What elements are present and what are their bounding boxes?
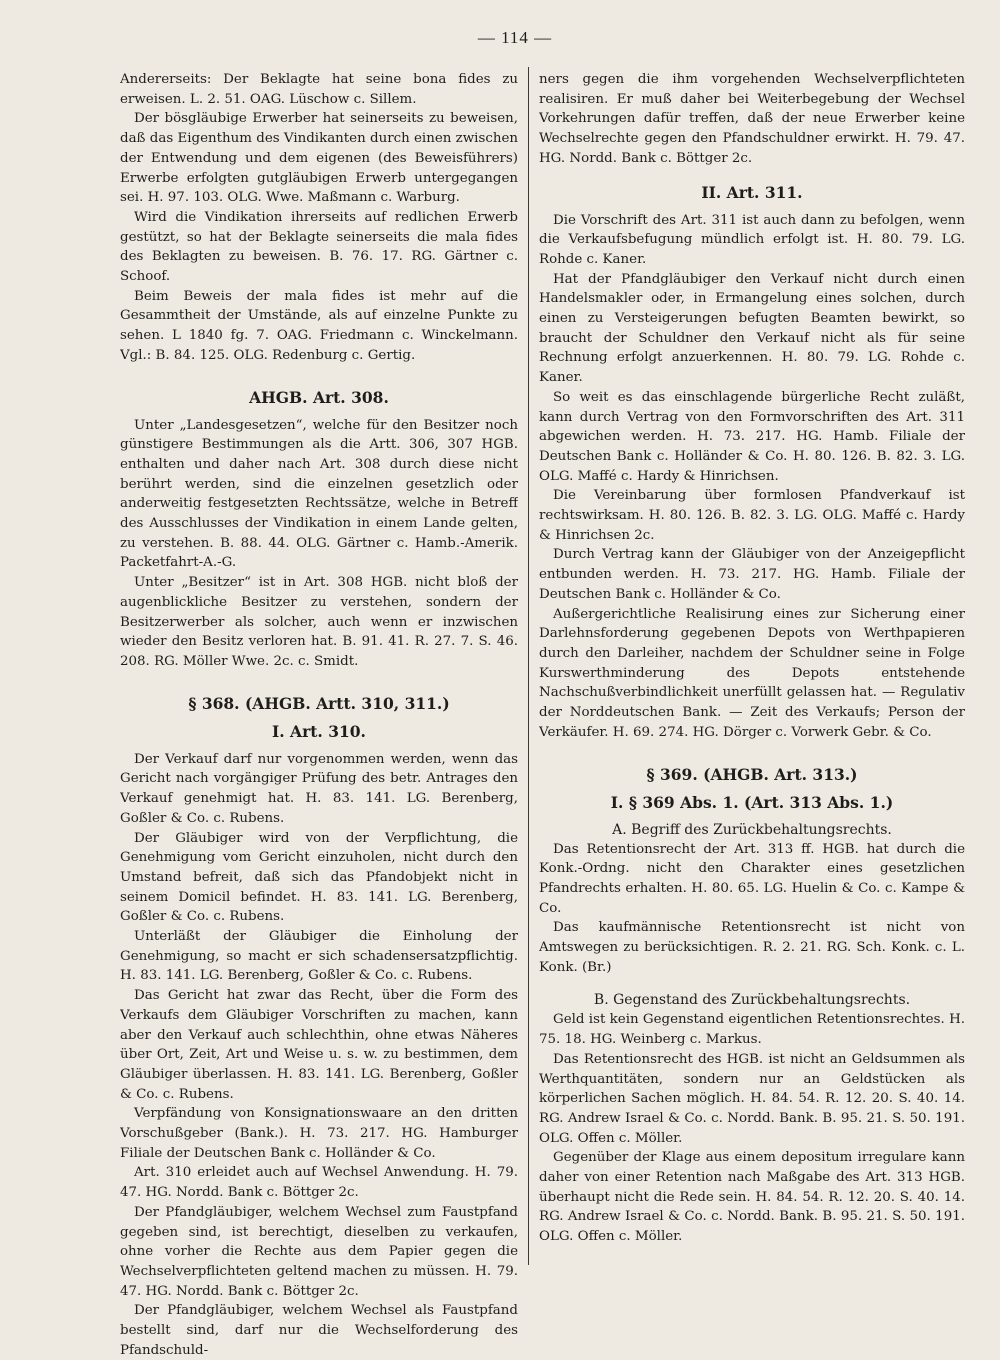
- paragraph: ners gegen die ihm vorgehenden Wechselverpflichteten realisiren. Er muß daher bei Weiterbegebung der Wechsel Vorkehrungen dafür treffen, daß der neue Erwerber keine Wechselrechte gegen den Pfandschuldner erwirkt. H. 79. 47. HG. Nordd. Bank c. Böttger 2c.: [539, 72, 965, 166]
- paragraph: Andererseits: Der Beklagte hat seine bona fides zu erweisen. L. 2. 51. OAG. Lüschow c. Sillem.: [120, 72, 518, 107]
- section-heading-art-308: AHGB. Art. 308.: [249, 387, 389, 407]
- paragraph: Der Gläubiger wird von der Verpflichtung, die Genehmigung vom Gericht einzuholen, nicht durch den Umstand befreit, daß sich das Pfandobjekt nicht in seinem Domicil befindet. H. 83. 141. LG. Berenberg, Goßler & Co. c. Rubens.: [120, 830, 518, 925]
- paragraph: Durch Vertrag kann der Gläubiger von der Anzeigepflicht entbunden werden. H. 73. 217. HG. Hamb. Filiale der Deutschen Bank c. Holländer & Co.: [539, 547, 965, 602]
- paragraph: Das Retentionsrecht des HGB. ist nicht an Geldsummen als Werthquantitäten, sondern nur an Geldstücken als körperlichen Sachen möglich. H. 84. 54. R. 12. 20. S. 40. 14. RG. Andrew Israel & Co. c. Nordd. Bank. B. 95. 21. S. 50. 191. OLG. Offen c. Möller.: [539, 1051, 965, 1146]
- paragraph: Unter „Landesgesetzen“, welche für den Besitzer noch günstigere Bestimmungen als die Artt. 306, 307 HGB. enthalten und daher nach Art. 308 durch diese nicht berührt werden, sind die einzelnen gesetzlich oder anderweitig festgesetzten Rechtssätze, welche in Betreff des Ausschlusses der Vindikation in einem Lande gelten, zu verstehen. B. 88. 44. OLG. Gärtner c. Hamb.-Amerik. Packetfahrt-A.-G.: [120, 417, 518, 571]
- paragraph: Hat der Pfandgläubiger den Verkauf nicht durch einen Handelsmakler oder, in Ermangelung eines solchen, durch einen zu Versteigerungen befugten Beamten bewirkt, so braucht der Schuldner den Verkauf nicht als für seine Rechnung erfolgt anzuerkennen. H. 80. 79. LG. Rohde c. Kaner.: [539, 271, 965, 386]
- paragraph: Das Gericht hat zwar das Recht, über die Form des Verkaufs dem Gläubiger Vorschriften zu machen, kann aber den Verkauf auch schlechthin, ohne etwas Näheres über Ort, Zeit, Art und Weise u. s. w. zu bestimmen, dem Gläubiger überlassen. H. 83. 141. LG. Berenberg, Goßler & Co. c. Rubens.: [120, 988, 518, 1102]
- paragraph: Die Vorschrift des Art. 311 ist auch dann zu befolgen, wenn die Verkaufsbefugung mündlich erfolgt ist. H. 80. 79. LG. Rohde c. Kaner.: [539, 212, 965, 267]
- paragraph: Der bösgläubige Erwerber hat seinerseits zu beweisen, daß das Eigenthum des Vindikanten durch einen zwischen der Entwendung und dem eigenen (des Beweisführers) Erwerbe erfolgten gutgläubigen Erwerb untergegangen sei. H. 97. 103. OLG. Wwe. Maßmann c. Warburg.: [120, 111, 518, 206]
- section-heading-368: § 368. (AHGB. Artt. 310, 311.): [188, 693, 450, 713]
- paragraph: So weit es das einschlagende bürgerliche Recht zuläßt, kann durch Vertrag von den Formvorschriften des Art. 311 abgewichen werden. H. 73. 217. HG. Hamb. Filiale der Deutschen Bank c. Holländer & Co. H. 80. 126. B. 82. 3. LG. OLG. Maffé c. Hardy & Hinrichsen.: [539, 389, 965, 484]
- paragraph: Die Vereinbarung über formlosen Pfandverkauf ist rechtswirksam. H. 80. 126. B. 82. 3. LG. OLG. Maffé c. Hardy & Hinrichsen 2c.: [539, 488, 965, 543]
- paragraph: Wird die Vindikation ihrerseits auf redlichen Erwerb gestützt, so hat der Beklagte seinerseits die mala fides des Beklagten zu beweisen. B. 76. 17. RG. Gärtner c. Schoof.: [120, 209, 518, 285]
- paragraph: Der Pfandgläubiger, welchem Wechsel zum Faustpfand gegeben sind, ist berechtigt, dieselben zu verkaufen, ohne vorher die Rechte aus dem Papier gegen die Wechselverpflichteten geltend machen zu müssen. H. 79. 47. HG. Nordd. Bank c. Böttger 2c.: [120, 1204, 518, 1299]
- paragraph: Der Verkauf darf nur vorgenommen werden, wenn das Gericht nach vorgängiger Prüfung des betr. Antrages den Verkauf genehmigt hat. H. 83. 141. LG. Berenberg, Goßler & Co. c. Rubens.: [120, 751, 518, 826]
- paragraph: Gegenüber der Klage aus einem depositum irregulare kann daher von einer Retention nach Maßgabe des Art. 313 HGB. überhaupt nicht die Rede sein. H. 84. 54. R. 12. 20. S. 40. 14. RG. Andrew Israel & Co. c. Nordd. Bank. B. 95. 21. S. 50. 191. OLG. Offen c. Möller.: [539, 1150, 965, 1245]
- paragraph: Unter „Besitzer“ ist in Art. 308 HGB. nicht bloß der augenblickliche Besitzer zu verstehen, sondern der Besitzerwerber als solcher, auch wenn er inzwischen wieder den Besitz verloren hat. B. 91. 41. R. 27. 7. S. 46. 208. RG. Möller Wwe. 2c. c. Smidt.: [120, 575, 518, 669]
- left-column: [120, 70, 518, 1360]
- paragraph: Geld ist kein Gegenstand eigentlichen Retentionsrechtes. H. 75. 18. HG. Weinberg c. Markus.: [539, 1012, 965, 1048]
- paragraph: Der Pfandgläubiger, welchem Wechsel als Faustpfand bestellt sind, darf nur die Wechselforderung des Pfandschuld-: [120, 1303, 518, 1358]
- paragraph: Art. 310 erleidet auch auf Wechsel Anwendung. H. 79. 47. HG. Nordd. Bank c. Böttger 2c.: [120, 1165, 518, 1201]
- page-number: — 114 —: [477, 28, 553, 47]
- column-divider: [528, 67, 529, 1265]
- paragraph: Unterläßt der Gläubiger die Einholung der Genehmigung, so macht er sich schadensersatzpflichtig. H. 83. 141. LG. Berenberg, Goßler & Co. c. Rubens.: [120, 929, 518, 984]
- paragraph: Das kaufmännische Retentionsrecht ist nicht von Amtswegen zu berücksichtigen. R. 2. 21. RG. Sch. Konk. c. L. Konk. (Br.): [539, 920, 965, 975]
- right-column: [539, 70, 965, 1247]
- subsection-heading-369-1: I. § 369 Abs. 1. (Art. 313 Abs. 1.): [610, 792, 894, 812]
- paragraph: Beim Beweis der mala fides ist mehr auf die Gesammtheit der Umstände, als auf einzelne Punkte zu sehen. L 1840 fg. 7. OAG. Friedmann c. Winckelmann. Vgl.: B. 84. 125. OLG. Redenburg c. Gertig.: [120, 288, 518, 363]
- subheading-b: B. Gegenstand des Zurückbehaltungsrechts.: [593, 992, 911, 1009]
- subsection-heading-art-310: I. Art. 310.: [272, 721, 366, 741]
- subsection-heading-art-311: II. Art. 311.: [701, 182, 803, 202]
- paragraph: Verpfändung von Konsignationswaare an den dritten Vorschußgeber (Bank.). H. 73. 217. HG. Hamburger Filiale der Deutschen Bank c. Holländer & Co.: [120, 1106, 518, 1161]
- section-heading-369: § 369. (AHGB. Art. 313.): [646, 764, 858, 784]
- subheading-a: A. Begriff des Zurückbehaltungsrechts.: [612, 821, 892, 838]
- paragraph: Das Retentionsrecht der Art. 313 ff. HGB. hat durch die Konk.-Ordng. nicht den Charakter eines gesetzlichen Pfandrechts erhalten. H. 80. 65. LG. Huelin & Co. c. Kampe & Co.: [539, 841, 965, 916]
- paragraph: Außergerichtliche Realisirung eines zur Sicherung einer Darlehnsforderung gegebenen Depots von Werthpapieren durch den Darleiher, nachdem der Schuldner seine in Folge Kurswerthminderung des Depots entstehende Nachschußverbindlichkeit unerfüllt gelassen hat. — Regulativ der Norddeutschen Bank. — Zeit des Verkaufs; Person der Verkäufer. H. 69. 274. HG. Dörger c. Vorwerk Gebr. & Co.: [539, 606, 965, 740]
